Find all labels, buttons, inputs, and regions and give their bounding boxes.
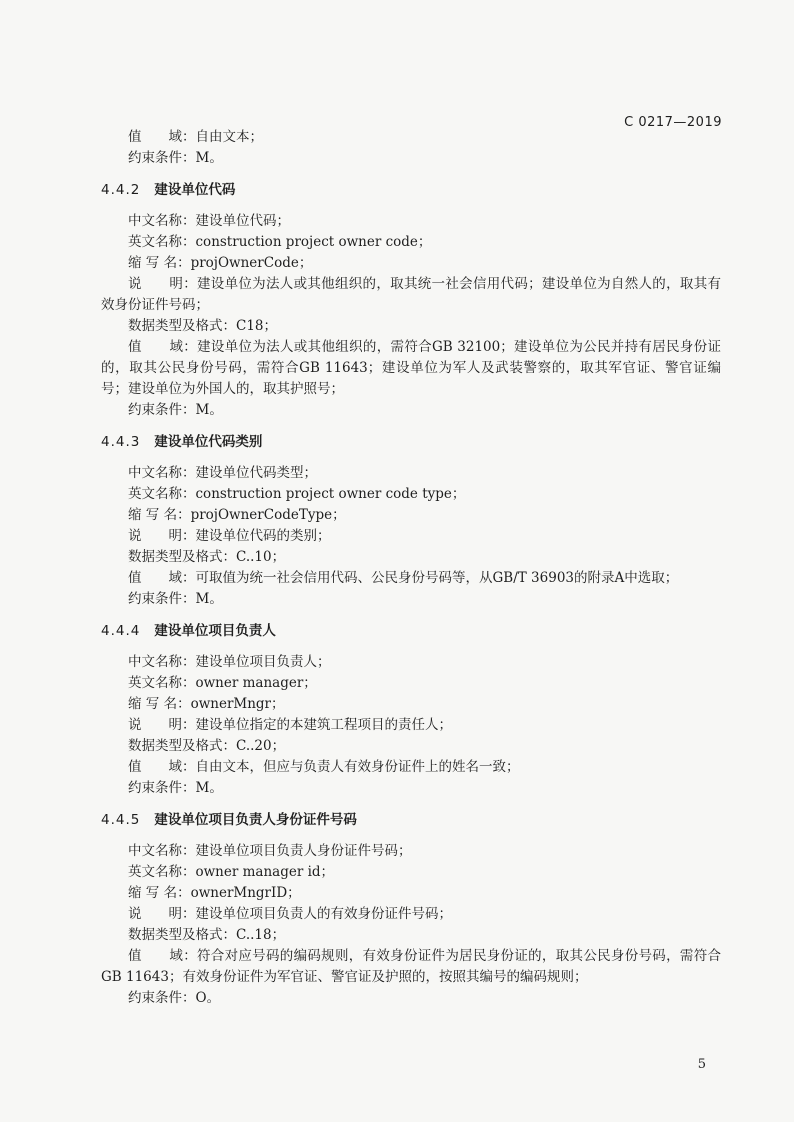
description: 说 明：建设单位项目负责人的有效身份证件号码； (128, 906, 452, 922)
chinese-name: 中文名称：建设单位代码类型； (128, 465, 317, 481)
section-title: 建设单位项目负责人身份证件号码 (154, 812, 357, 828)
data-type: 数据类型及格式：C..10； (128, 549, 286, 565)
section-4-4-5 (101, 810, 721, 1009)
intro-value-domain: 值 域：自由文本； (128, 129, 263, 145)
section-title: 建设单位代码 (154, 182, 236, 198)
data-type: 数据类型及格式：C..18； (128, 927, 286, 943)
constraint: 约束条件：M。 (128, 402, 223, 418)
data-type: 数据类型及格式：C..20； (128, 738, 286, 754)
constraint: 约束条件：O。 (128, 990, 221, 1006)
abbreviation: 缩 写 名：ownerMngrID； (128, 885, 301, 901)
section-heading (101, 180, 721, 201)
constraint: 约束条件：M。 (128, 591, 223, 607)
description: 说 明：建设单位代码的类别； (128, 528, 331, 544)
description: 说 明：建设单位指定的本建筑工程项目的责任人； (128, 717, 452, 733)
section-title: 建设单位代码类别 (154, 434, 263, 450)
chinese-name: 中文名称：建设单位代码； (128, 213, 290, 229)
section-4-4-2 (101, 180, 721, 421)
value-domain: 值 域：自由文本，但应与负责人有效身份证件上的姓名一致； (128, 759, 520, 775)
english-name: 英文名称：construction project owner code type； (128, 486, 466, 502)
value-domain: 值 域：可取值为统一社会信用代码、公民身份号码等，从GB/T 36903的附录A中选取； (128, 570, 679, 586)
abbreviation: 缩 写 名：projOwnerCode； (128, 255, 313, 271)
section-number: 4.4.2 (101, 182, 141, 198)
document-code: C 0217—2019 (624, 115, 722, 130)
value-domain: 值 域：建设单位为法人或其他组织的，需符合GB 32100；建设单位为公民并持有居民身份证的，取其公民身份号码，需符合GB 11643；建设单位为军人及武装警察的，取其军官证、警官证编号；建设单位为外国人的，取其护照号； (101, 339, 721, 397)
section-title: 建设单位项目负责人 (154, 623, 276, 639)
section-4-4-3 (101, 432, 721, 610)
english-name: 英文名称：owner manager id； (128, 864, 335, 880)
section-number: 4.4.4 (101, 623, 141, 639)
chinese-name: 中文名称：建设单位项目负责人； (128, 654, 331, 670)
section-number: 4.4.5 (101, 812, 141, 828)
section-heading (101, 810, 721, 831)
section-4-4-4 (101, 621, 721, 799)
abbreviation: 缩 写 名：projOwnerCodeType； (128, 507, 346, 523)
section-heading (101, 621, 721, 642)
page-content (101, 127, 721, 1009)
english-name: 英文名称：construction project owner code； (128, 234, 432, 250)
constraint: 约束条件：M。 (128, 780, 223, 796)
english-name: 英文名称：owner manager； (128, 675, 317, 691)
section-number: 4.4.3 (101, 434, 141, 450)
description: 说 明：建设单位为法人或其他组织的，取其统一社会信用代码；建设单位为自然人的，取其有效身份证件号码； (101, 276, 721, 313)
value-domain: 值 域：符合对应号码的编码规则，有效身份证件为居民身份证的，取其公民身份号码，需符合GB 11643；有效身份证件为军官证、警官证及护照的，按照其编号的编码规则； (101, 948, 721, 985)
abbreviation: 缩 写 名：ownerMngr； (128, 696, 285, 712)
chinese-name: 中文名称：建设单位项目负责人身份证件号码； (128, 843, 412, 859)
data-type: 数据类型及格式：C18； (128, 318, 278, 334)
page-number: 5 (697, 1057, 706, 1072)
section-heading (101, 432, 721, 453)
intro-constraint: 约束条件：M。 (128, 150, 223, 166)
